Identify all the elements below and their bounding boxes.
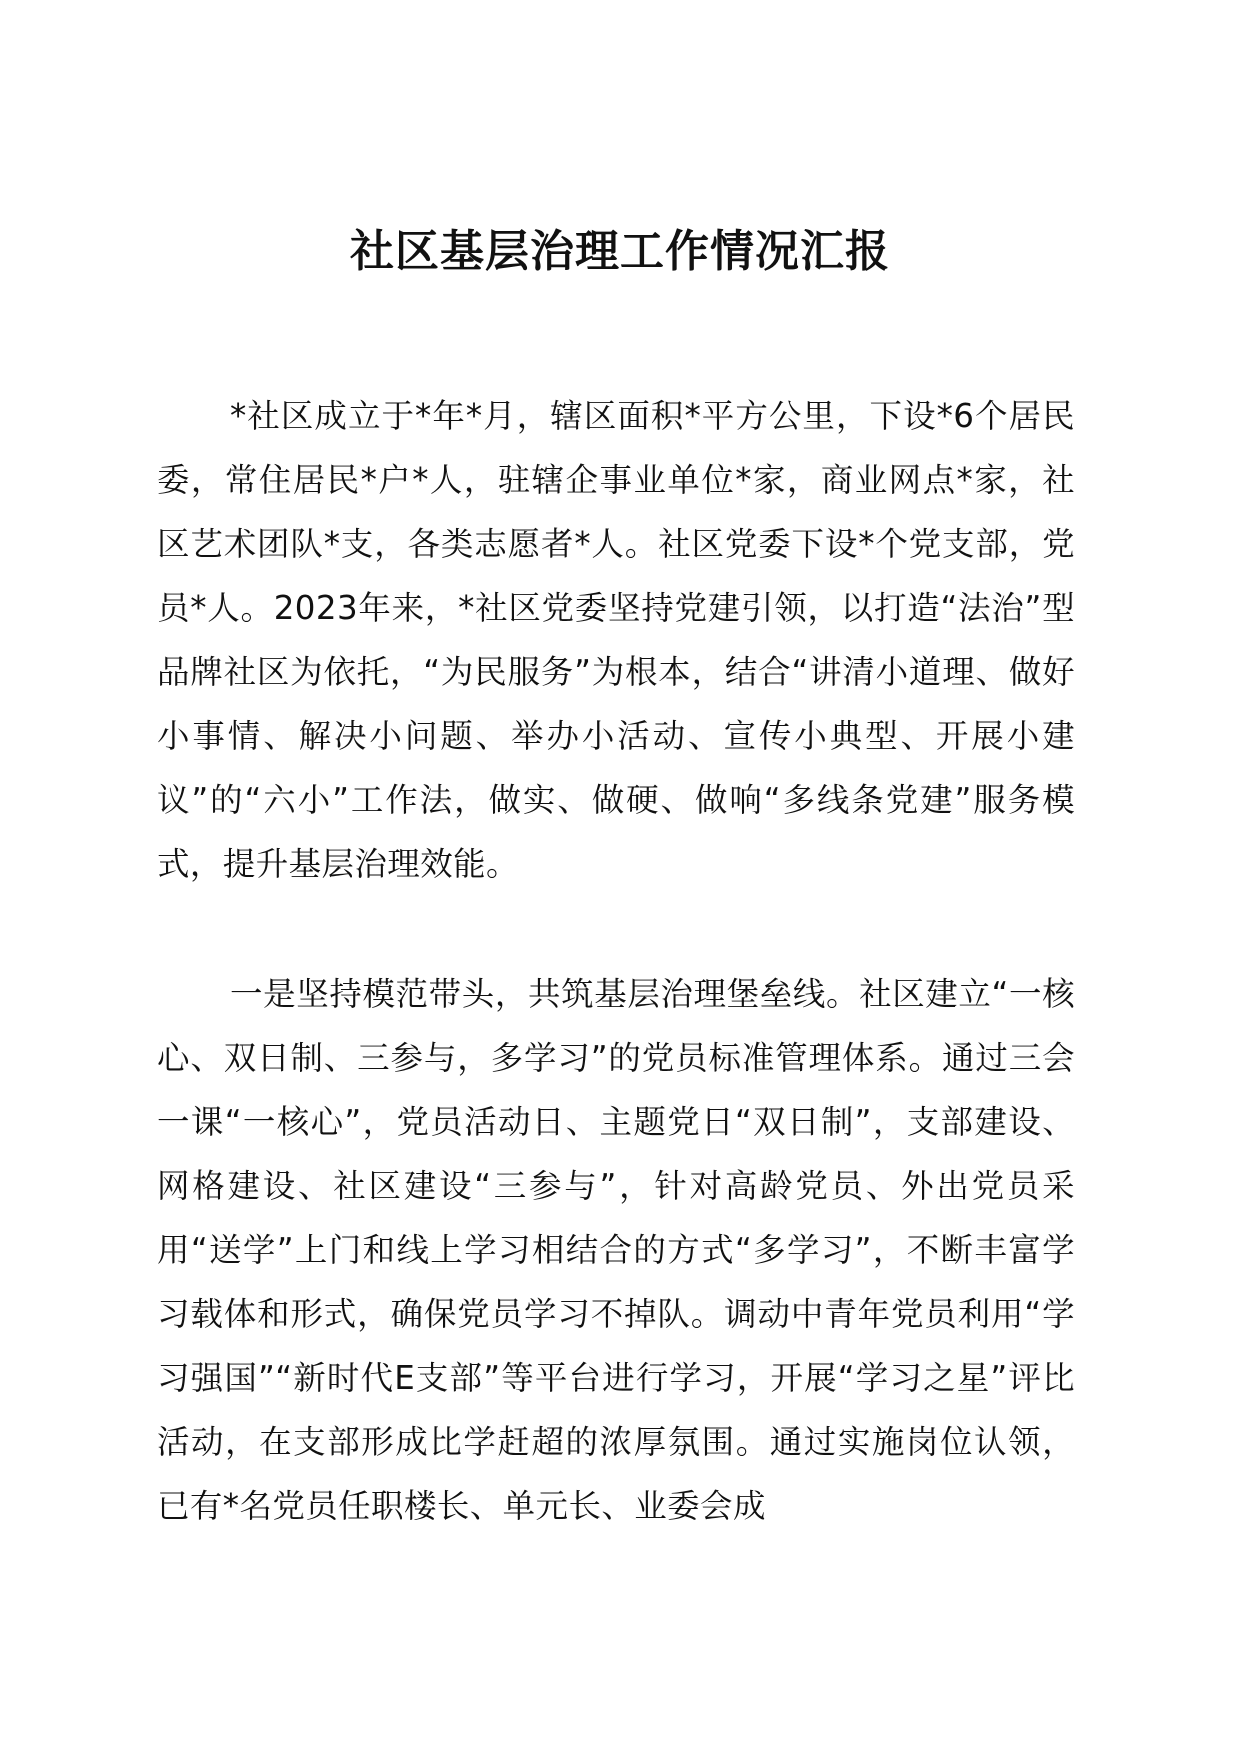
- document-title: 社区基层治理工作情况汇报: [350, 226, 890, 277]
- paragraph-overview: *社区成立于*年*月，辖区面积*平方公里，下设*6个居民委，常住居民*户*人，驻辖企事业单位*家，商业网点*家，社区艺术团队*支，各类志愿者*人。社区党委下设*个党支部，党员*人。2023年来，*社区党委坚持党建引领，以打造“法治”型品牌社区为依托，“为民服务”为根本，结合“讲清小道理、做好小事情、解决小问题、举办小活动、宣传小典型、开展小建议”的“六小”工作法，做实、做硬、做响“多线条党建”服务模式，提升基层治理效能。: [157, 397, 1075, 883]
- paragraph-party-model: 一是坚持模范带头，共筑基层治理堡垒线。社区建立“一核心、双日制、三参与，多学习”的党员标准管理体系。通过三会一课“一核心”，党员活动日、主题党日“双日制”，支部建设、网格建设、社区建设“三参与”，针对高龄党员、外出党员采用“送学”上门和线上学习相结合的方式“多学习”，不断丰富学习载体和形式，确保党员学习不掉队。调动中青年党员利用“学习强国”“新时代E支部”等平台进行学习，开展“学习之星”评比活动，在支部形成比学赶超的浓厚氛围。通过实施岗位认领，已有*名党员任职楼长、单元长、业委会成: [157, 975, 1075, 1525]
